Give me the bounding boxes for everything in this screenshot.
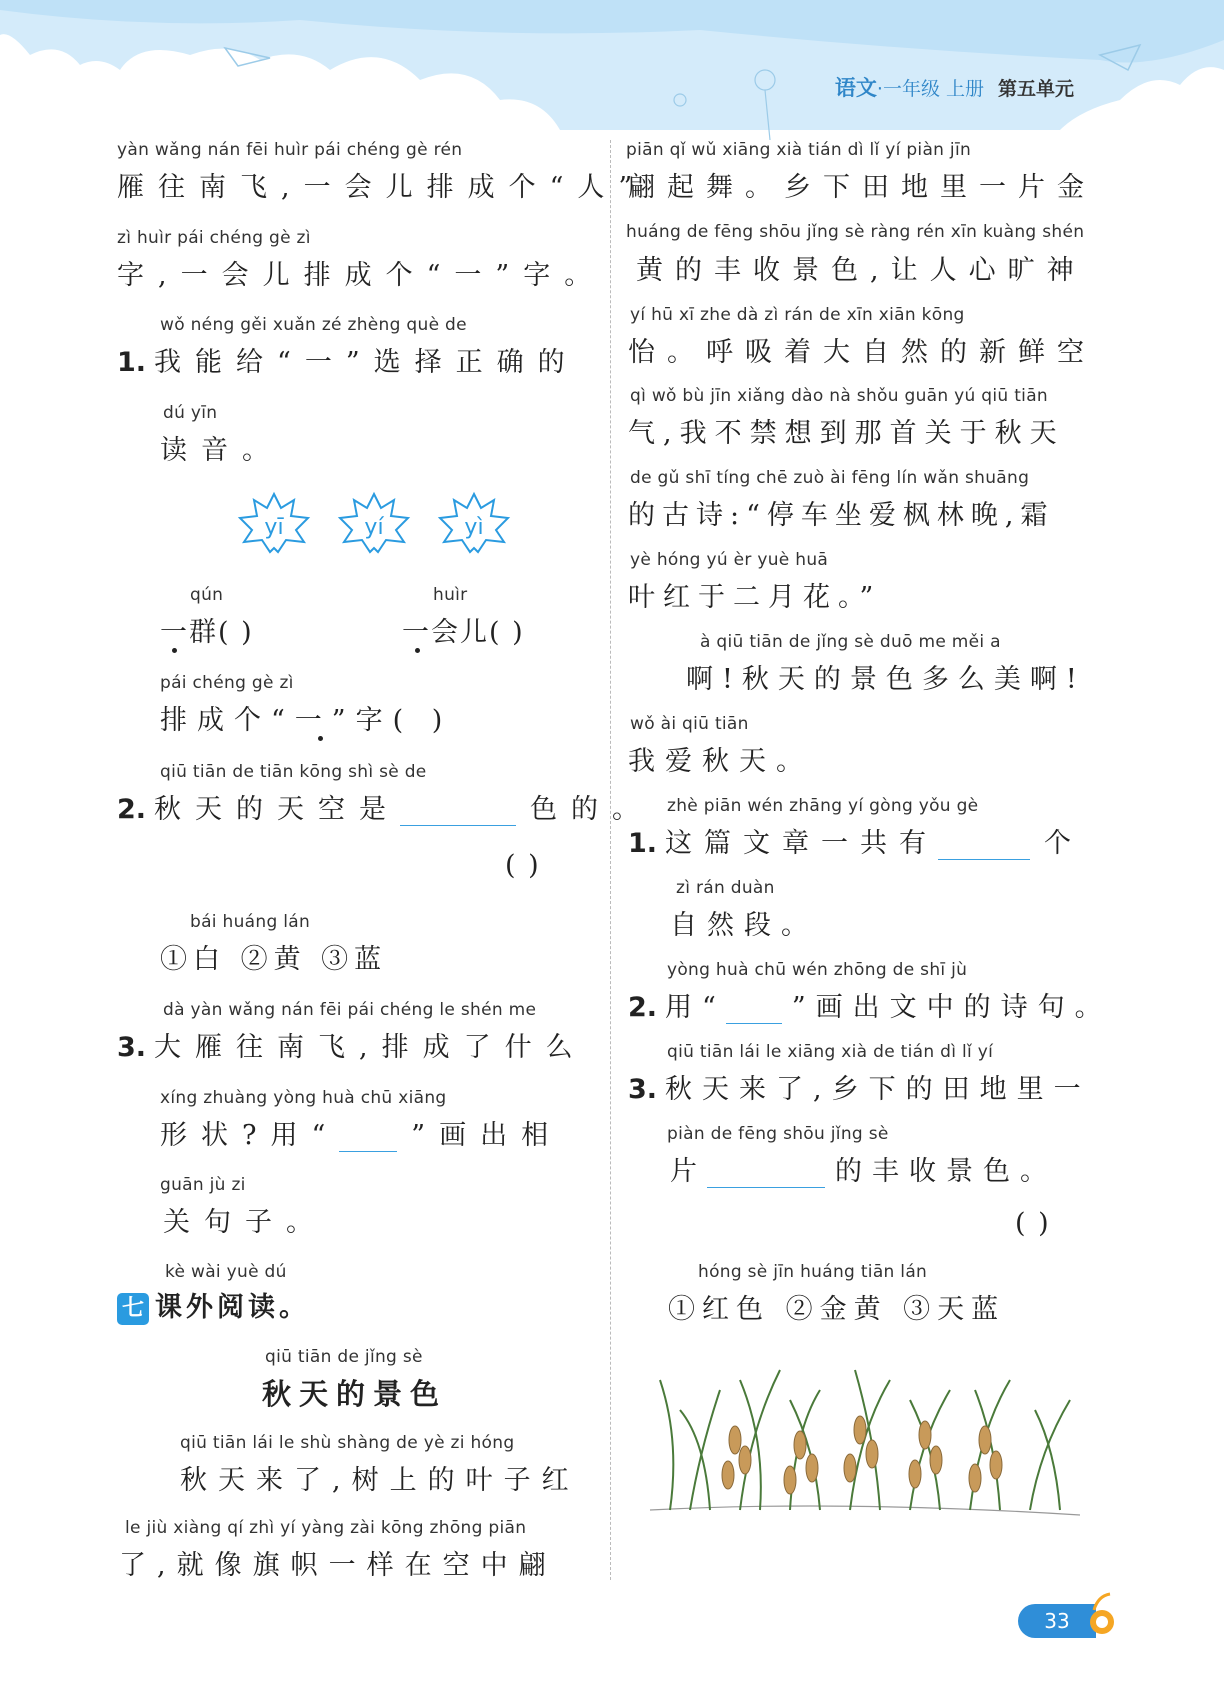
column-divider — [610, 140, 611, 1580]
pinyin-line: piān qǐ wǔ xiāng xià tián dì lǐ yí piàn jīn — [626, 140, 972, 160]
pinyin-line: yòng huà chū wén zhōng de shī jù — [667, 960, 968, 980]
question-text: 用“ — [665, 992, 726, 1023]
section-title: 课外阅读。 — [155, 1292, 310, 1323]
question-1 — [628, 821, 1083, 860]
passage-line: 秋天来了,树上的叶子红 — [180, 1465, 580, 1496]
pinyin-line: dú yīn — [163, 403, 218, 423]
pinyin-line: xíng zhuàng yòng huà chū xiāng — [160, 1088, 447, 1108]
text-line — [160, 1113, 562, 1152]
pinyin-line: qì wǒ bù jīn xiǎng dào nà shǒu guān yú qiū tiān — [630, 386, 1048, 406]
fill-item[interactable]: 一会儿( ) — [402, 617, 525, 648]
answer-blank[interactable] — [938, 837, 1030, 860]
unit-label: 第五单元 — [997, 78, 1074, 100]
pinyin-line: yàn wǎng nán fēi huìr pái chéng gè rén — [117, 140, 463, 160]
answer-paren[interactable]: ( ) — [1015, 1208, 1051, 1239]
page-corner-ornament-icon — [1080, 1590, 1120, 1642]
page-header — [0, 0, 1224, 160]
options-line: ①红色 ②金黄 ③天蓝 — [668, 1294, 1006, 1325]
question-number: 1. — [117, 347, 147, 378]
pinyin-line: de gǔ shī tíng chē zuò ài fēng lín wǎn shuāng — [630, 468, 1030, 488]
emphasis-dot — [172, 648, 177, 653]
emphasis-dot — [415, 648, 420, 653]
text-line: 雁往南飞,一会儿排成个“人” — [117, 172, 647, 203]
pinyin-line: piàn de fēng shōu jǐng sè — [667, 1124, 889, 1144]
passage-title: 秋天的景色 — [262, 1377, 448, 1411]
question-number: 3. — [117, 1032, 147, 1063]
pinyin-line: à qiū tiān de jǐng sè duō me měi a — [700, 632, 1001, 652]
pinyin-line: qiū tiān de tiān kōng shì sè de — [160, 762, 427, 782]
pinyin-line: huìr — [433, 585, 468, 605]
pinyin-line: hóng sè jīn huáng tiān lán — [698, 1262, 928, 1282]
text-line — [670, 1149, 1057, 1188]
pinyin-line: qiū tiān de jǐng sè — [265, 1347, 423, 1367]
pinyin-line: le jiù xiàng qí zhì yí yàng zài kōng zhōng piān — [125, 1518, 527, 1538]
passage-line: 黄的丰收景色,让人心旷神 — [636, 255, 1086, 286]
maple-leaf-option-3 — [436, 490, 512, 560]
text-line: 自然段。 — [670, 910, 818, 941]
fill-item[interactable]: 排成个“一”字( ) — [160, 705, 453, 736]
pinyin-line: huáng de fēng shōu jǐng sè ràng rén xīn kuàng shén — [626, 222, 1085, 242]
answer-blank[interactable] — [339, 1129, 397, 1152]
answer-paren[interactable]: ( ) — [505, 850, 541, 881]
passage-line: 我爱秋天。 — [628, 746, 813, 777]
passage-line: 了,就像旗帜一样在空中翩 — [119, 1550, 557, 1581]
text-line: 字,一会儿排成个“一”字。 — [117, 260, 606, 291]
leaf-text: yī — [264, 515, 284, 540]
passage-line: 叶红于二月花。” — [628, 582, 882, 613]
question-3 — [117, 1025, 587, 1064]
grade-label: 一年级 上册 — [882, 78, 984, 100]
question-text: 我能给“一”选择正确的 — [154, 347, 579, 378]
passage-line: 的古诗:“停车坐爱枫林晚,霜 — [628, 500, 1055, 531]
emphasis-dot — [318, 736, 323, 741]
header-breadcrumb — [835, 72, 1074, 102]
answer-blank[interactable] — [707, 1165, 825, 1188]
pinyin-line: dà yàn wǎng nán fēi pái chéng le shén me — [163, 1000, 537, 1020]
section-number-badge: 七 — [117, 1293, 149, 1325]
pinyin-line: wǒ néng gěi xuǎn zé zhèng què de — [160, 315, 467, 335]
passage-line: 怡。呼吸着大自然的新鲜空 — [628, 337, 1096, 368]
pinyin-line: yí hū xī zhe dà zì rán de xīn xiān kōng — [630, 305, 965, 325]
question-2 — [628, 985, 1112, 1024]
question-text: 这篇文章一共有 — [665, 828, 939, 859]
question-3 — [628, 1067, 1091, 1106]
fill-item[interactable]: 一群( ) — [160, 617, 254, 648]
separator-dot: · — [876, 78, 883, 100]
pinyin-line: guān jù zi — [160, 1175, 246, 1195]
passage-line: 气,我不禁想到那首关于秋天 — [628, 418, 1065, 449]
question-text: 秋天的天空是 — [154, 794, 401, 825]
pinyin-line: yè hóng yú èr yuè huā — [630, 550, 829, 570]
question-number: 2. — [117, 794, 147, 825]
subject-label: 语文 — [834, 76, 877, 100]
question-1 — [117, 340, 579, 379]
rice-plant-icon — [640, 1350, 1095, 1540]
pinyin-line: kè wài yuè dú — [165, 1262, 287, 1282]
question-text: 秋天来了,乡下的田地里一 — [665, 1074, 1091, 1105]
question-text: 的丰收景色。 — [835, 1156, 1057, 1187]
question-number: 3. — [628, 1074, 658, 1105]
question-text: 色的。 — [530, 794, 654, 825]
pinyin-line: zhè piān wén zhāng yí gòng yǒu gè — [667, 796, 979, 816]
rice-field-illustration — [640, 1350, 1095, 1540]
question-number: 1. — [628, 828, 658, 859]
question-text: ”画出文中的诗句。 — [791, 992, 1112, 1023]
passage-line: 翩起舞。乡下田地里一片金 — [628, 172, 1096, 203]
page-number: 33 — [1018, 1604, 1096, 1638]
text-line: 读音。 — [160, 435, 283, 466]
maple-leaf-icon — [236, 490, 312, 560]
answer-blank[interactable] — [726, 1001, 782, 1024]
section-heading — [117, 1285, 310, 1325]
pinyin-line: qiū tiān lái le shù shàng de yè zi hóng — [180, 1433, 515, 1453]
options-line: ①白 ②黄 ③蓝 — [160, 944, 388, 975]
answer-blank[interactable] — [400, 803, 516, 826]
maple-leaf-icon — [336, 490, 412, 560]
pinyin-line: qún — [190, 585, 224, 605]
question-2 — [117, 787, 653, 826]
question-number: 2. — [628, 992, 658, 1023]
pinyin-line: wǒ ài qiū tiān — [630, 714, 749, 734]
pinyin-line: zì huìr pái chéng gè zì — [117, 228, 311, 248]
pinyin-line: bái huáng lán — [190, 912, 311, 932]
question-text: 形状?用“ — [160, 1120, 340, 1151]
maple-leaf-icon — [436, 490, 512, 560]
leaf-text: yì — [464, 515, 484, 540]
question-text: 个 — [1044, 828, 1084, 859]
maple-leaf-option-1 — [236, 490, 312, 560]
leaf-text: yí — [364, 515, 384, 540]
maple-leaf-option-2 — [336, 490, 412, 560]
question-text: ”画出相 — [411, 1120, 563, 1151]
pinyin-line: zì rán duàn — [676, 878, 775, 898]
text-line: 关句子。 — [163, 1207, 327, 1238]
pinyin-line: qiū tiān lái le xiāng xià de tián dì lǐ yí — [667, 1042, 994, 1062]
question-text: 大雁往南飞,排成了什么 — [154, 1032, 587, 1063]
pinyin-line: pái chéng gè zì — [160, 673, 294, 693]
passage-line: 啊!秋天的景色多么美啊! — [686, 664, 1086, 695]
question-text: 片 — [670, 1156, 707, 1187]
